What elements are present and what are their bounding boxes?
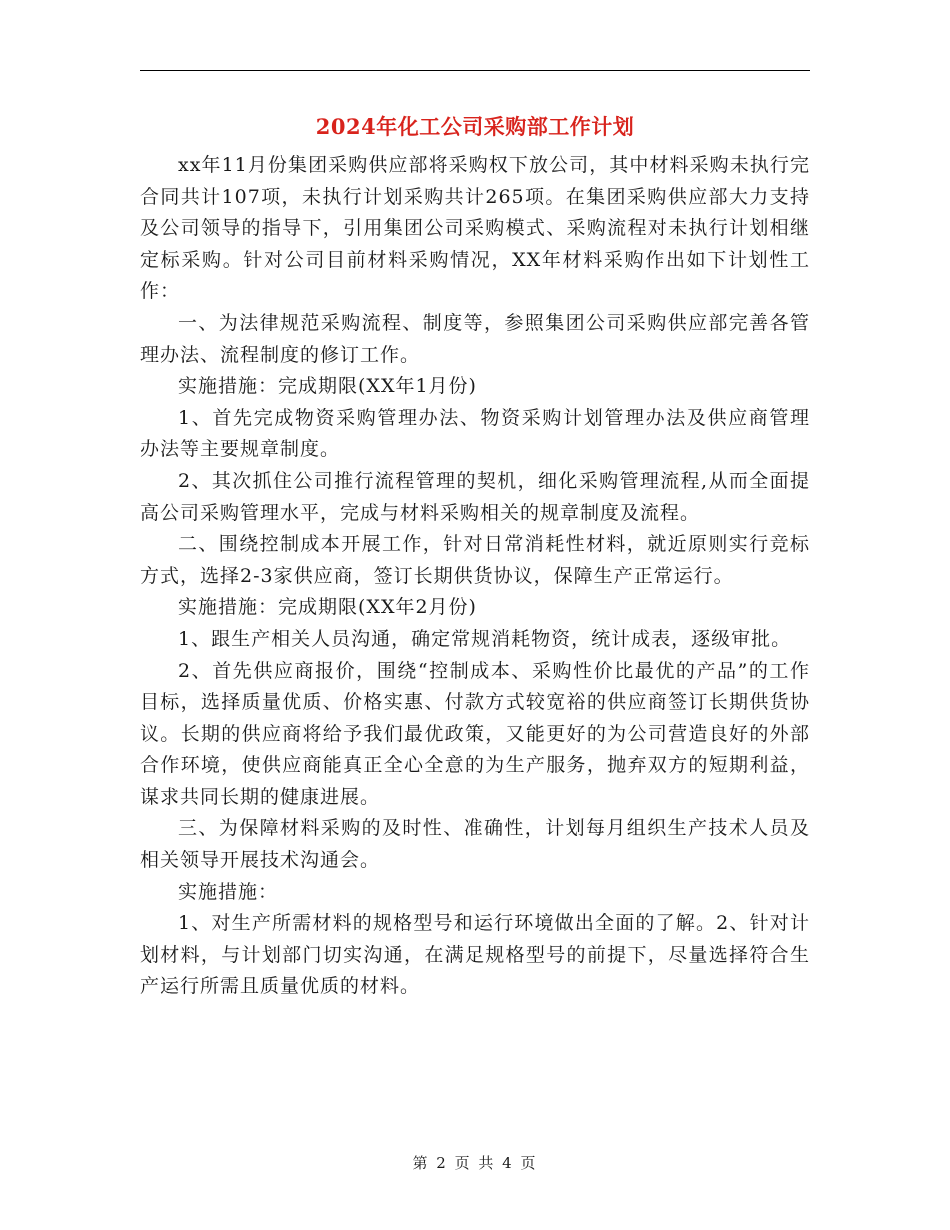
paragraph-item-2-2: 2、首先供应商报价，围绕“控制成本、采购性价比最优的产品”的工作目标，选择质量优质、价格实惠、付款方式较宽裕的供应商签订长期供货协议。长期的供应商将给予我们最优政策，又能更好的为公司营造良好的外部合作环境，使供应商能真正全心全意的为生产服务，抛弃双方的短期利益，谋求共同长期的健康进展。	[140, 659, 810, 808]
paragraph-section-3: 三、为保障材料采购的及时性、准确性，计划每月组织生产技术人员及相关领导开展技术沟通会。	[140, 817, 810, 872]
document-body	[140, 150, 810, 1003]
paragraph-section-2: 二、围绕控制成本开展工作，针对日常消耗性材料，就近原则实行竞标方式，选择2-3家供应商，签订长期供货协议，保障生产正常运行。	[140, 533, 810, 587]
page-number-footer: 第 2 页 共 4 页	[412, 1154, 538, 1172]
paragraph-item-2-1: 1、跟生产相关人员沟通，确定常规消耗物资，统计成表，逐级审批。	[178, 627, 792, 650]
document-title: 2024年化工公司采购部工作计划	[315, 114, 635, 139]
paragraph-measures-3: 实施措施：	[178, 880, 279, 903]
paragraph-section-1: 一、为法律规范采购流程、制度等，参照集团公司采购供应部完善各管理办法、流程制度的修订工作。	[140, 311, 810, 366]
paragraph-item-3-1: 1、对生产所需材料的规格型号和运行环境做出全面的了解。2、针对计划材料，与计划部门切实沟通，在满足规格型号的前提下，尽量选择符合生产运行所需且质量优质的材料。	[140, 912, 810, 998]
paragraph-measures-1: 实施措施：完成期限(XX年1月份)	[178, 375, 477, 398]
header-rule	[140, 70, 810, 71]
paragraph-item-1-2: 2、其次抓住公司推行流程管理的契机，细化采购管理流程,从而全面提高公司采购管理水平，完成与材料采购相关的规章制度及流程。	[140, 469, 810, 524]
paragraph-measures-2: 实施措施：完成期限(XX年2月份)	[178, 596, 477, 619]
paragraph-item-1-1: 1、首先完成物资采购管理办法、物资采购计划管理办法及供应商管理办法等主要规章制度。	[140, 406, 810, 461]
paragraph-intro: xx年11月份集团采购供应部将采购权下放公司，其中材料采购未执行完合同共计107项，未执行计划采购共计265项。在集团采购供应部大力支持及公司领导的指导下，引用集团公司采购模式、采购流程对未执行计划相继定标采购。针对公司目前材料采购情况，XX年材料采购作出如下计划性工作：	[140, 154, 810, 303]
